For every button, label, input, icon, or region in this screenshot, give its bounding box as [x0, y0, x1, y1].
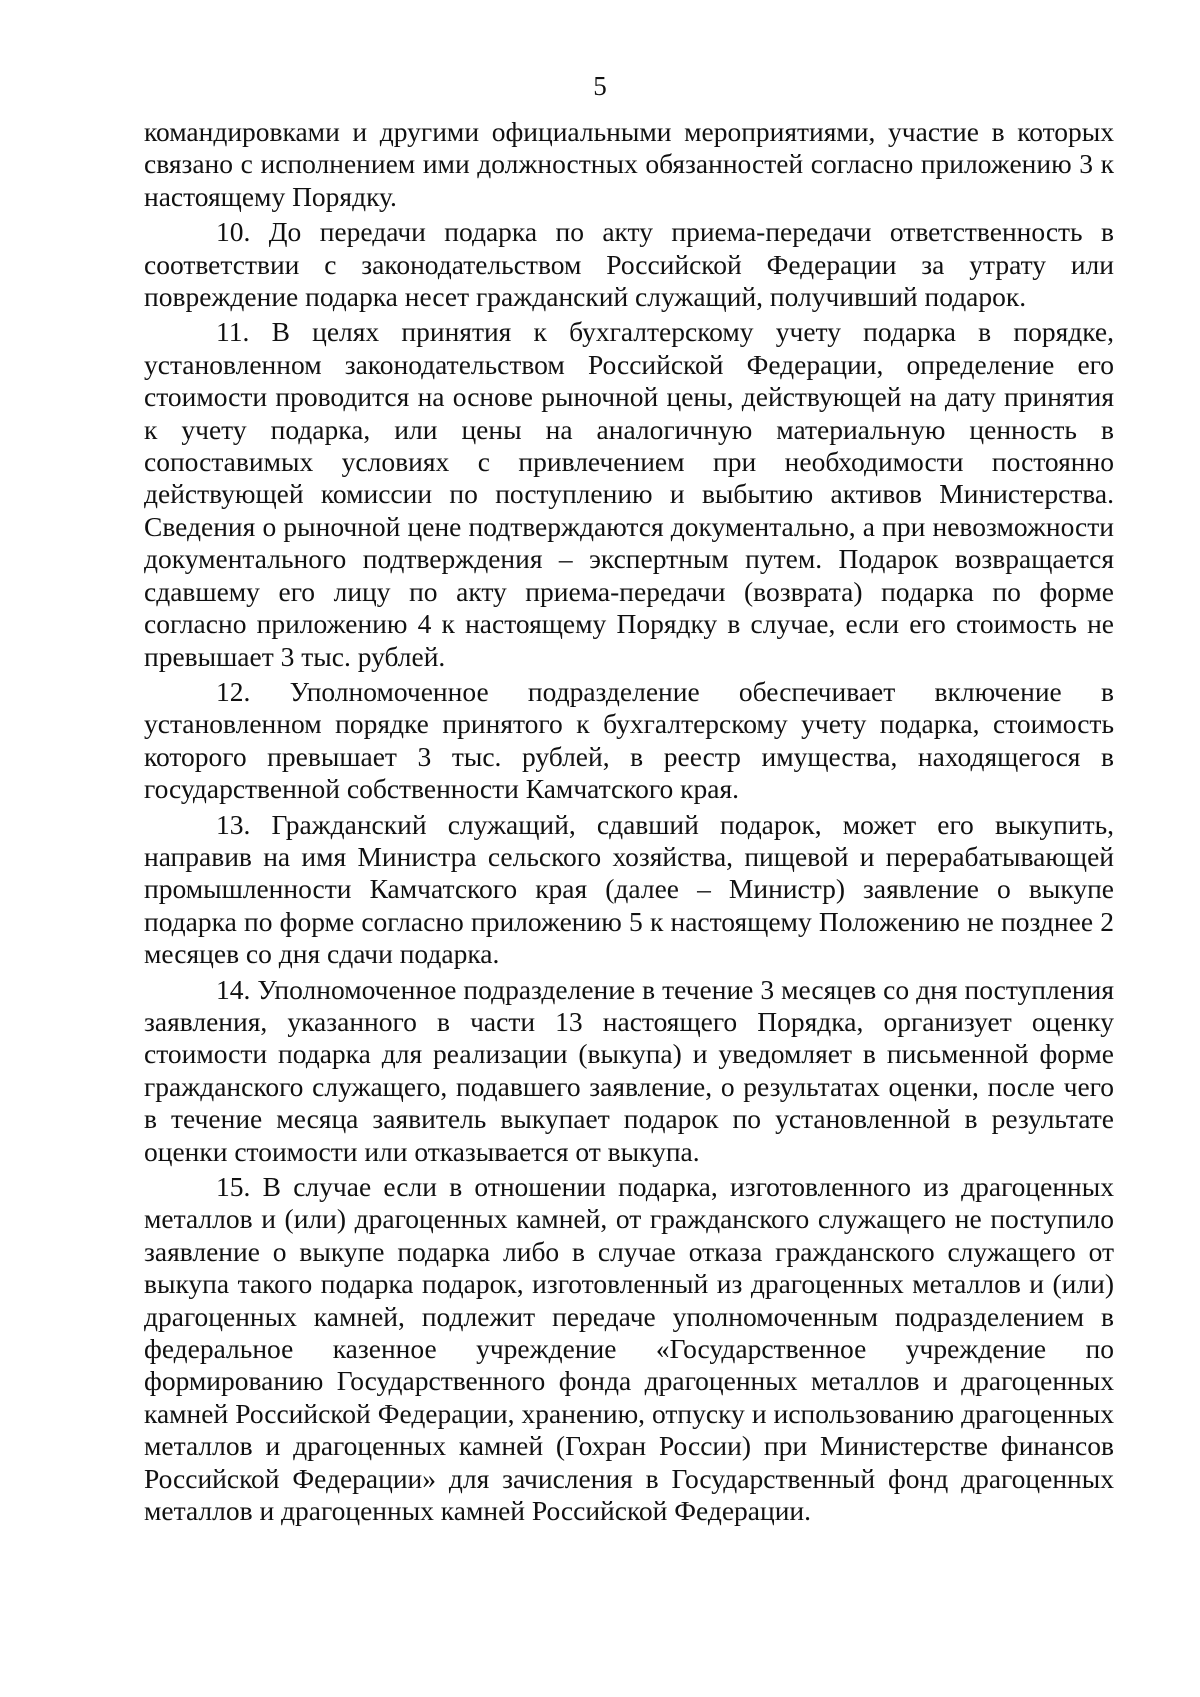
- paragraph-11: 11. В целях принятия к бухгалтерскому учету подарка в порядке, установленном законодательством Российской Федерации, определение его стоимости проводится на основе рыночной цены, действующей на дату принятия к учету подарка, или цены на аналогичную материальную ценность в сопоставимых условиях с привлечением при необходимости постоянно действующей комиссии по поступлению и выбытию активов Министерства. Сведения о рыночной цене подтверждаются документально, а при невозможности документального подтверждения – экспертным путем. Подарок возвращается сдавшему его лицу по акту приема-передачи (возврата) подарка по форме согласно приложению 4 к настоящему Порядку в случае, если его стоимость не превышает 3 тыс. рублей.: [144, 316, 1114, 672]
- paragraph-continuation: командировками и другими официальными мероприятиями, участие в которых связано с исполнением ими должностных обязанностей согласно приложению 3 к настоящему Порядку.: [144, 116, 1114, 212]
- paragraph-14: 14. Уполномоченное подразделение в течение 3 месяцев со дня поступления заявления, указанного в части 13 настоящего Порядка, организует оценку стоимости подарка для реализации (выкупа) и уведомляет в письменной форме гражданского служащего, подавшего заявление, о результатах оценки, после чего в течение месяца заявитель выкупает подарок по установленной в результате оценки стоимости или отказывается от выкупа.: [144, 973, 1114, 1167]
- paragraph-13: 13. Гражданский служащий, сдавший подарок, может его выкупить, направив на имя Министра сельского хозяйства, пищевой и перерабатывающей промышленности Камчатского края (далее – Министр) заявление о выкупе подарка по форме согласно приложению 5 к настоящему Положению не позднее 2 месяцев со дня сдачи подарка.: [144, 808, 1114, 970]
- document-body: [144, 116, 1114, 1530]
- paragraph-12: 12. Уполномоченное подразделение обеспечивает включение в установленном порядке принятого к бухгалтерскому учету подарка, стоимость которого превышает 3 тыс. рублей, в реестр имущества, находящегося в государственной собственности Камчатского края.: [144, 675, 1114, 805]
- paragraph-15: 15. В случае если в отношении подарка, изготовленного из драгоценных металлов и (или) драгоценных камней, от гражданского служащего не поступило заявление о выкупе подарка либо в случае отказа гражданского служащего от выкупа такого подарка подарок, изготовленный из драгоценных металлов и (или) драгоценных камней, подлежит передаче уполномоченным подразделением в федеральное казенное учреждение «Государственное учреждение по формированию Государственного фонда драгоценных металлов и драгоценных камней Российской Федерации, хранению, отпуску и использованию драгоценных металлов и драгоценных камней (Гохран России) при Министерстве финансов Российской Федерации» для зачисления в Государственный фонд драгоценных металлов и драгоценных камней Российской Федерации.: [144, 1171, 1114, 1527]
- paragraph-10: 10. До передачи подарка по акту приема-передачи ответственность в соответствии с законодательством Российской Федерации за утрату или повреждение подарка несет гражданский служащий, получивший подарок.: [144, 216, 1114, 313]
- page-number: 5: [593, 71, 607, 101]
